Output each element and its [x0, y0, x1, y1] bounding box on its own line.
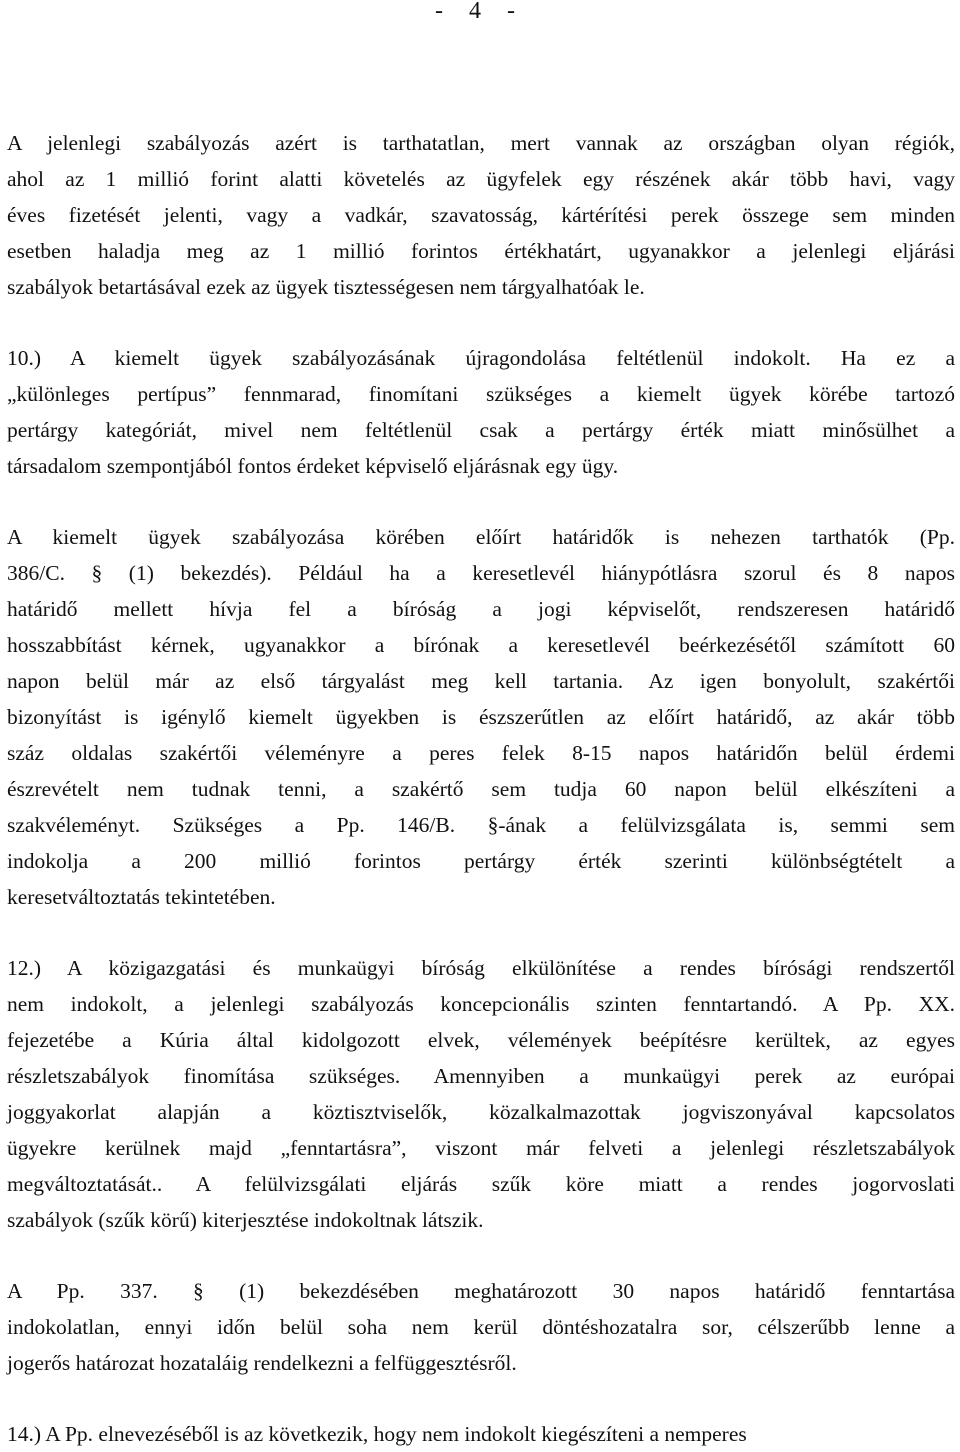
text-line: keresetváltoztatás tekintetében. [7, 885, 276, 909]
text-line: ahol az 1 millió forint alatti követelés az ügyfelek egy részének akár több havi, vagy [7, 167, 955, 191]
paragraph [7, 950, 955, 1238]
text-line: szabályok (szűk körű) kiterjesztése indokoltnak látszik. [7, 1208, 484, 1232]
paragraph [7, 1416, 955, 1452]
text-line: részletszabályok finomítása szükséges. Amennyiben a munkaügyi perek az európai [7, 1064, 955, 1088]
text-line: hosszabbítást kérnek, ugyanakkor a bírónak a keresetlevél beérkezésétől számított 60 [7, 633, 955, 657]
document-body [7, 125, 955, 1452]
text-line: napon belül már az első tárgyalást meg kell tartania. Az igen bonyolult, szakértői [7, 669, 955, 693]
text-line: indokolatlan, ennyi időn belül soha nem kerül döntéshozatalra sor, célszerűbb lenne a [7, 1315, 955, 1339]
paragraph [7, 340, 955, 484]
text-line: szakvéleményt. Szükséges a Pp. 146/B. §-ának a felülvizsgálata is, semmi sem [7, 813, 955, 837]
text-line: 10.) A kiemelt ügyek szabályozásának újragondolása feltétlenül indokolt. Ha ez a [7, 346, 955, 370]
text-line: joggyakorlat alapján a köztisztviselők, közalkalmazottak jogviszonyával kapcsolatos [7, 1100, 955, 1124]
text-line: 14.) A Pp. elnevezéséből is az következik, hogy nem indokolt kiegészíteni a nemperes [7, 1422, 747, 1446]
page-number: - 4 - [435, 0, 525, 24]
text-line: száz oldalas szakértői véleményre a peres felek 8-15 napos határidőn belül érdemi [7, 741, 955, 765]
text-line: „különleges pertípus” fennmarad, finomítani szükséges a kiemelt ügyek körébe tartozó [7, 382, 955, 406]
text-line: pertárgy kategóriát, mivel nem feltétlenül csak a pertárgy érték miatt minősülhet a [7, 418, 955, 442]
text-line: A Pp. 337. § (1) bekezdésében meghatározott 30 napos határidő fenntartása [7, 1279, 955, 1303]
paragraph [7, 519, 955, 915]
text-line: esetben haladja meg az 1 millió forintos értékhatárt, ugyanakkor a jelenlegi eljárási [7, 239, 955, 263]
text-line: éves fizetését jelenti, vagy a vadkár, szavatosság, kártérítési perek összege sem minden [7, 203, 955, 227]
paragraph [7, 1273, 955, 1381]
text-line: fejezetébe a Kúria által kidolgozott elvek, vélemények beépítésre kerültek, az egyes [7, 1028, 955, 1052]
paragraph [7, 125, 955, 305]
text-line: határidő mellett hívja fel a bíróság a jogi képviselőt, rendszeresen határidő [7, 597, 955, 621]
text-line: A kiemelt ügyek szabályozása körében előírt határidők is nehezen tarthatók (Pp. [7, 525, 955, 549]
text-line: ügyekre kerülnek majd „fenntartásra”, viszont már felveti a jelenlegi részletszabályok [7, 1136, 955, 1160]
text-line: indokolja a 200 millió forintos pertárgy érték szerinti különbségtételt a [7, 849, 955, 873]
text-line: 12.) A közigazgatási és munkaügyi bíróság elkülönítése a rendes bírósági rendszertől [7, 956, 955, 980]
text-line: jogerős határozat hozataláig rendelkezni a felfüggesztésről. [7, 1351, 517, 1375]
text-line: 386/C. § (1) bekezdés). Például ha a keresetlevél hiánypótlásra szorul és 8 napos [7, 561, 955, 585]
text-line: megváltoztatását.. A felülvizsgálati eljárás szűk köre miatt a rendes jogorvoslati [7, 1172, 955, 1196]
text-line: bizonyítást is igénylő kiemelt ügyekben is észszerűtlen az előírt határidő, az akár több [7, 705, 955, 729]
text-line: társadalom szempontjából fontos érdeket képviselő eljárásnak egy ügy. [7, 454, 619, 478]
text-line: szabályok betartásával ezek az ügyek tisztességesen nem tárgyalhatóak le. [7, 275, 645, 299]
text-line: A jelenlegi szabályozás azért is tarthatatlan, mert vannak az országban olyan régiók, [7, 131, 955, 155]
text-line: észrevételt nem tudnak tenni, a szakértő sem tudja 60 napon belül elkészíteni a [7, 777, 955, 801]
text-line: nem indokolt, a jelenlegi szabályozás koncepcionális szinten fenntartandó. A Pp. XX. [7, 992, 955, 1016]
